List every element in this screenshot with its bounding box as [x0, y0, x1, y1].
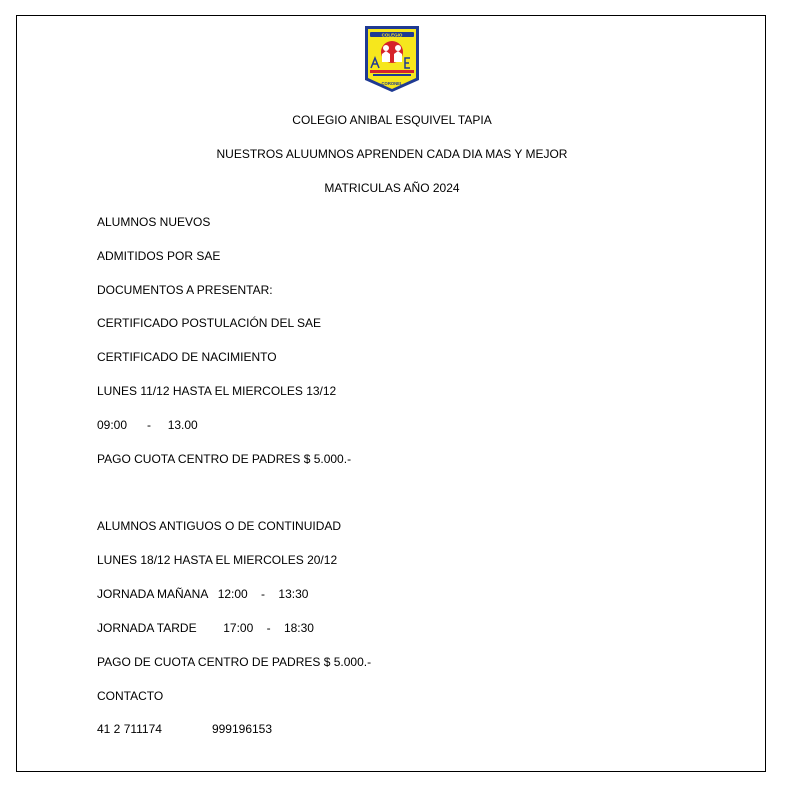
morning-schedule: JORNADA MAÑANA 12:00 - 13:30 [97, 587, 309, 601]
motto: NUESTROS ALUUMNOS APRENDEN CADA DIA MAS Y MEJOR [216, 147, 568, 161]
new-students-heading: ALUMNOS NUEVOS [97, 215, 211, 229]
contact-label: CONTACTO [97, 689, 164, 703]
document-item-birth: CERTIFICADO DE NACIMIENTO [97, 350, 277, 364]
new-students-hours: 09:00 - 13.00 [97, 418, 198, 432]
document-page [16, 15, 766, 772]
contact-phones: 41 2 711174 999196153 [97, 722, 273, 736]
school-crest-logo [363, 24, 421, 94]
logo-top-text: COLEGIO [381, 32, 403, 38]
new-students-dates: LUNES 11/12 HASTA EL MIERCOLES 13/12 [97, 384, 337, 398]
documents-label: DOCUMENTOS A PRESENTAR: [97, 283, 273, 297]
document-item-sae: CERTIFICADO POSTULACIÓN DEL SAE [97, 316, 322, 330]
returning-students-payment: PAGO DE CUOTA CENTRO DE PADRES $ 5.000.- [97, 655, 372, 669]
school-name: COLEGIO ANIBAL ESQUIVEL TAPIA [292, 113, 492, 127]
returning-students-heading: ALUMNOS ANTIGUOS O DE CONTINUIDAD [97, 519, 342, 533]
afternoon-schedule: JORNADA TARDE 17:00 - 18:30 [97, 621, 314, 635]
enrollment-title: MATRICULAS AÑO 2024 [324, 181, 460, 195]
logo-bottom-text: CORONEL [381, 81, 403, 86]
new-students-payment: PAGO CUOTA CENTRO DE PADRES $ 5.000.- [97, 452, 352, 466]
admitted-by-sae: ADMITIDOS POR SAE [97, 249, 221, 263]
returning-students-dates: LUNES 18/12 HASTA EL MIERCOLES 20/12 [97, 553, 338, 567]
